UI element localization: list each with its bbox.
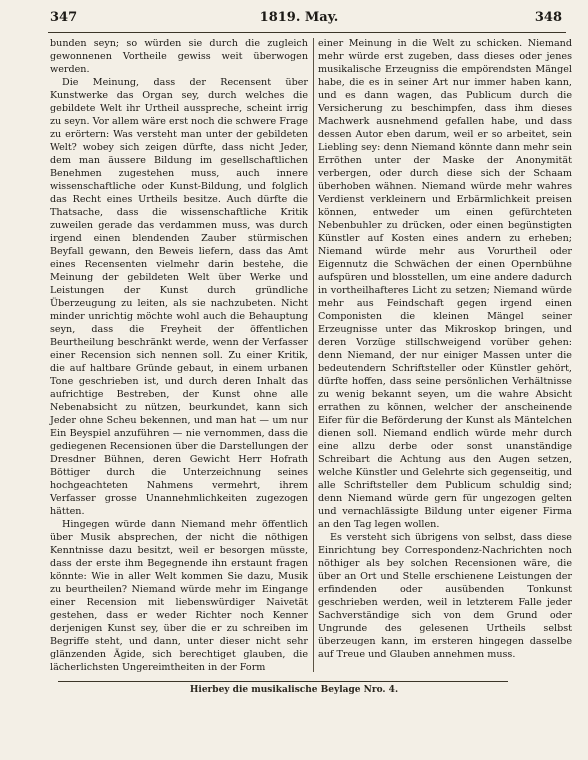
column-divider (313, 38, 314, 672)
page-header (28, 8, 570, 30)
footer-note: Hierbey die musikalische Beylage Nro. 4. (189, 685, 399, 695)
paragraph: einer Meinung in die Welt zu schicken. Niemand mehr würde erst zugeben, dass dieses oder jenes musikalische Erzeugniss die empörendsten Mängel habe, die es in seiner Art nur immer haben kann, und es dann wagen, das Publicum durch die Versicherung zu beschimpfen, dass ihm dieses Machwerk ausnehmend gefallen habe, und dass dessen Autor eben darum, weil er so arbeitet, sein Liebling sey: denn Niemand könnte dann mehr sein Erröthen unter der Maske der Anonymität verbergen, oder durch diese sich der Schaam überhoben wähnen. Niemand würde mehr wahres Verdienst verkleinern und Erbärmlichkeit preisen können, entweder um einen gefürchteten Nebenbuhler zu drücken, oder einen begünstigten Künstler auf Kosten eines andern zu erheben; Niemand würde mehr aus Vorurtheil oder Eigennutz die Schwächen der einen Opernbühne aufspüren und blosstellen, um eine andere dadurch in vortheilhafteres Licht zu setzen; Niemand würde mehr aus Feindschaft gegen irgend einen Componisten die kleinen Mängel seiner Erzeugnisse unter das Mikroskop bringen, und deren Vorzüge stillschweigend vorüber gehen: denn Niemand, der nur einiger Massen unter die bedeutendern Schriftsteller oder Künstler gehört, dürfte hoffen, dass seine persönlichen Verhältnisse zu wenig bekannt seyen, um die wahre Absicht errathen zu können, welcher der anscheinende Eifer für die Beförderung der Kunst als Mäntelchen dienen soll. Niemand endlich würde mehr durch eine allzu derbe oder sonst unanständige Schreibart die Achtung aus den Augen setzen, welche Künstler und Gelehrte sich gegenseitig, und alle Schriftsteller dem Publicum schuldig sind; denn Niemand würde gern für ungezogen gelten und vernachlässigte Bildung unter eigener Firma an den Tag legen wollen. (318, 38, 572, 530)
paragraph: bunden seyn; so würden sie durch die zugleich gewonnenen Vortheile gewiss weit überwogen werden. (50, 38, 308, 75)
right-column (318, 37, 572, 661)
header-date: 1819. May. (259, 10, 339, 25)
footer-rule (58, 681, 508, 682)
paragraph: Hingegen würde dann Niemand mehr öffentlich über Musik absprechen, der nicht die nöthigen Kenntnisse dazu besitzt, weil er besorgen müsste, dass der erste ihm Begegnende ihn erstaunt fragen könnte: Wie in aller Welt kommen Sie dazu, Musik zu beurtheilen? Niemand würde mehr im Eingange einer Recension mit liebenswürdiger Naivetät gestehen, dass er weder Richter noch Kenner derjenigen Kunst sey, über die er zu schreiben im Begriffe steht, und dann, unter dieser nicht sehr glänzenden Ägide, sich berechtiget glauben, die lächerlichsten Ungereimtheiten in der Form (50, 519, 308, 673)
header-rule (48, 32, 566, 33)
paragraph: Es versteht sich übrigens von selbst, dass diese Einrichtung bey Correspondenz-Nachrichten noch nöthiger als bey solchen Recensionen wäre, die über an Ort und Stelle erschienene Leistungen der erfindenden oder ausübenden Tonkunst geschrieben werden, weil in letzterem Falle jeder Sachverständige sich von dem Grund oder Ungrunde des gelesenen Urtheils selbst überzeugen kann, im ersteren hingegen dasselbe auf Treue und Glauben annehmen muss. (318, 532, 572, 660)
left-column (50, 37, 308, 674)
paragraph: Die Meinung, dass der Recensent über Kunstwerke das Organ sey, durch welches die gebildete Welt ihr Urtheil ausspreche, scheint irrig zu seyn. Vor allem wäre erst noch die schwere Frage zu erörtern: Was versteht man unter der gebildeten Welt? wobey sich zeigen dürfte, dass nicht Jeder, dem man äussere Bildung im gesellschaftlichen Benehmen zugestehen muss, auch innere wissenschaftliche oder Kunst-Bildung, und folglich das Recht eines Urtheils besitze. Auch dürfte die Thatsache, dass die wissenschaftliche Kritik zuweilen gerade das verdammen muss, was durch irgend einen blendenden Zauber stürmischen Beyfall gewann, den Beweis liefern, dass das Amt eines Recensenten vielmehr darin bestehe, die Meinung der gebildeten Welt über Werke und Leistungen der Kunst durch gründliche Überzeugung zu leiten, als sie nachzubeten. Nicht minder unrichtig möchte wohl auch die Behauptung seyn, dass die Freyheit der öffentlichen Beurtheilung beschränkt werde, wenn der Verfasser einer Recension sich nennen soll. Zu einer Kritik, die auf haltbare Gründe gebaut, in einem urbanen Tone geschrieben ist, und durch deren Inhalt das aufrichtige Bestreben, der Kunst ohne alle Nebenabsicht zu nützen, beurkundet, kann sich Jeder ohne Scheu bekennen, und man hat — um nur Ein Beyspiel anzuführen — nie vernommen, dass die gediegenen Recensionen über die Darstellungen der Dresdner Bühnen, deren Gewicht Herr Hofrath Böttiger durch die Unterzeichnung seines hochgeachteten Nahmens vermehrt, ihrem Verfasser grosse Unannehmlichkeiten zugezogen hätten. (50, 77, 309, 517)
page-number-left: 347 (50, 10, 78, 25)
page-number-right: 348 (534, 10, 562, 25)
